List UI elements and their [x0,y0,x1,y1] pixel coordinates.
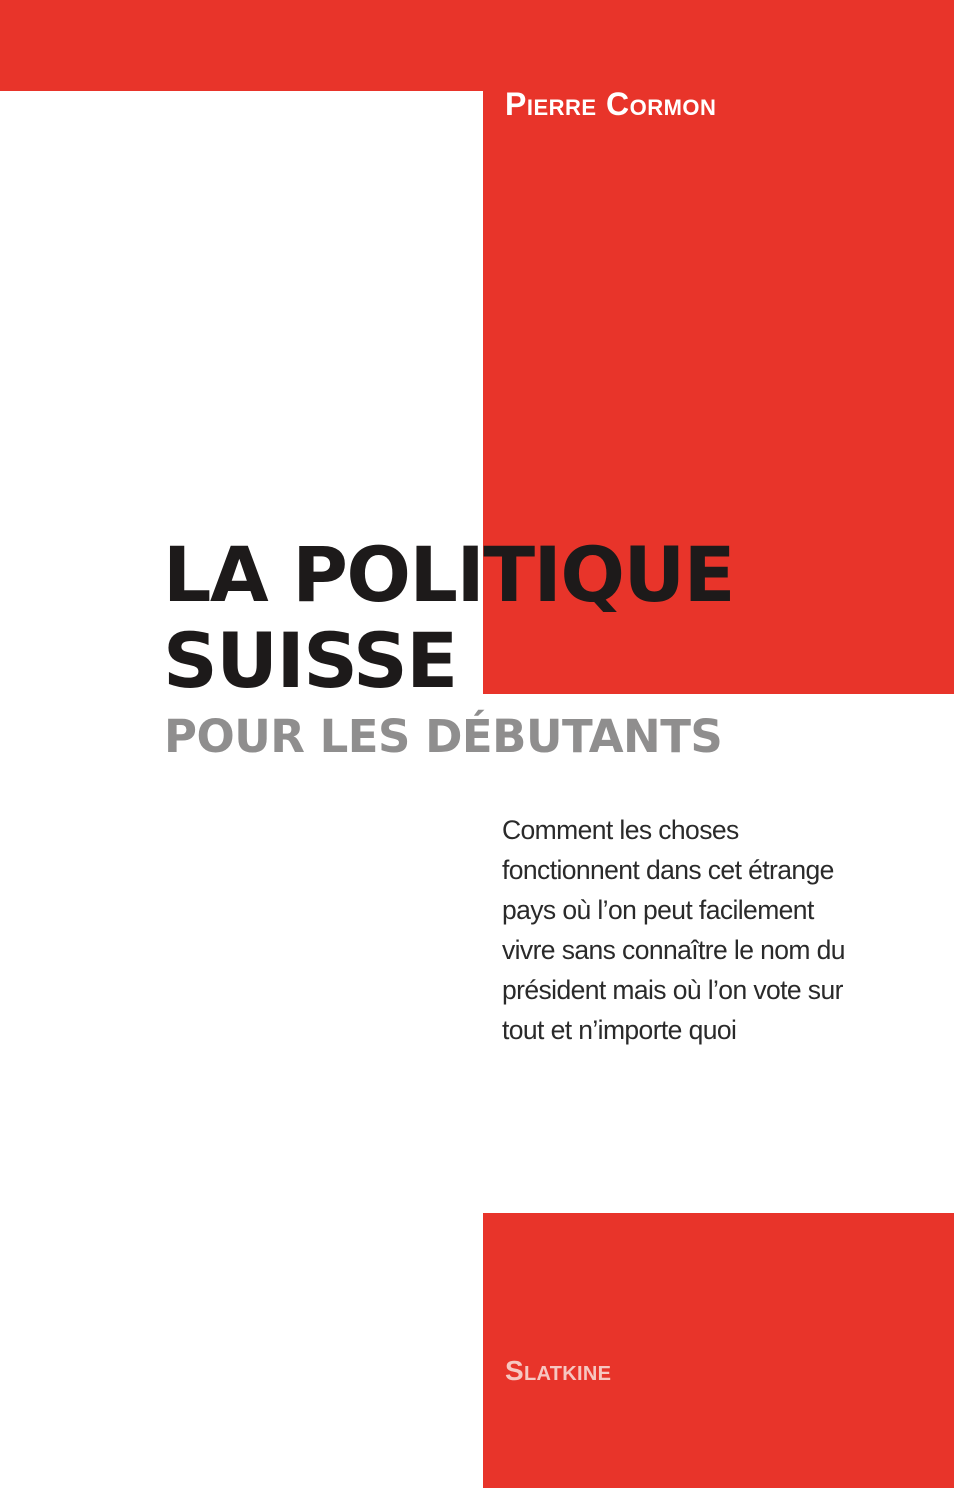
blurb-line: président mais où l’on vote sur [502,975,843,1005]
book-title-line-2: SUISSE [163,616,457,705]
blurb-line: Comment les choses [502,815,739,845]
cover-blurb [502,810,922,1050]
author-name: Pierre Cormon [505,86,717,122]
blurb-line: vivre sans connaître le nom du [502,935,845,965]
blurb-line: fonctionnent dans cet étrange [502,855,834,885]
lower-right-red-block [483,1213,954,1488]
publisher-name: Slatkine [505,1355,612,1386]
book-subtitle: POUR LES DÉBUTANTS [164,710,723,763]
blurb-line: pays où l’on peut facilement [502,895,814,925]
book-title-line-1: LA POLITIQUE [163,530,735,619]
blurb-line: tout et n’importe quoi [502,1015,737,1045]
